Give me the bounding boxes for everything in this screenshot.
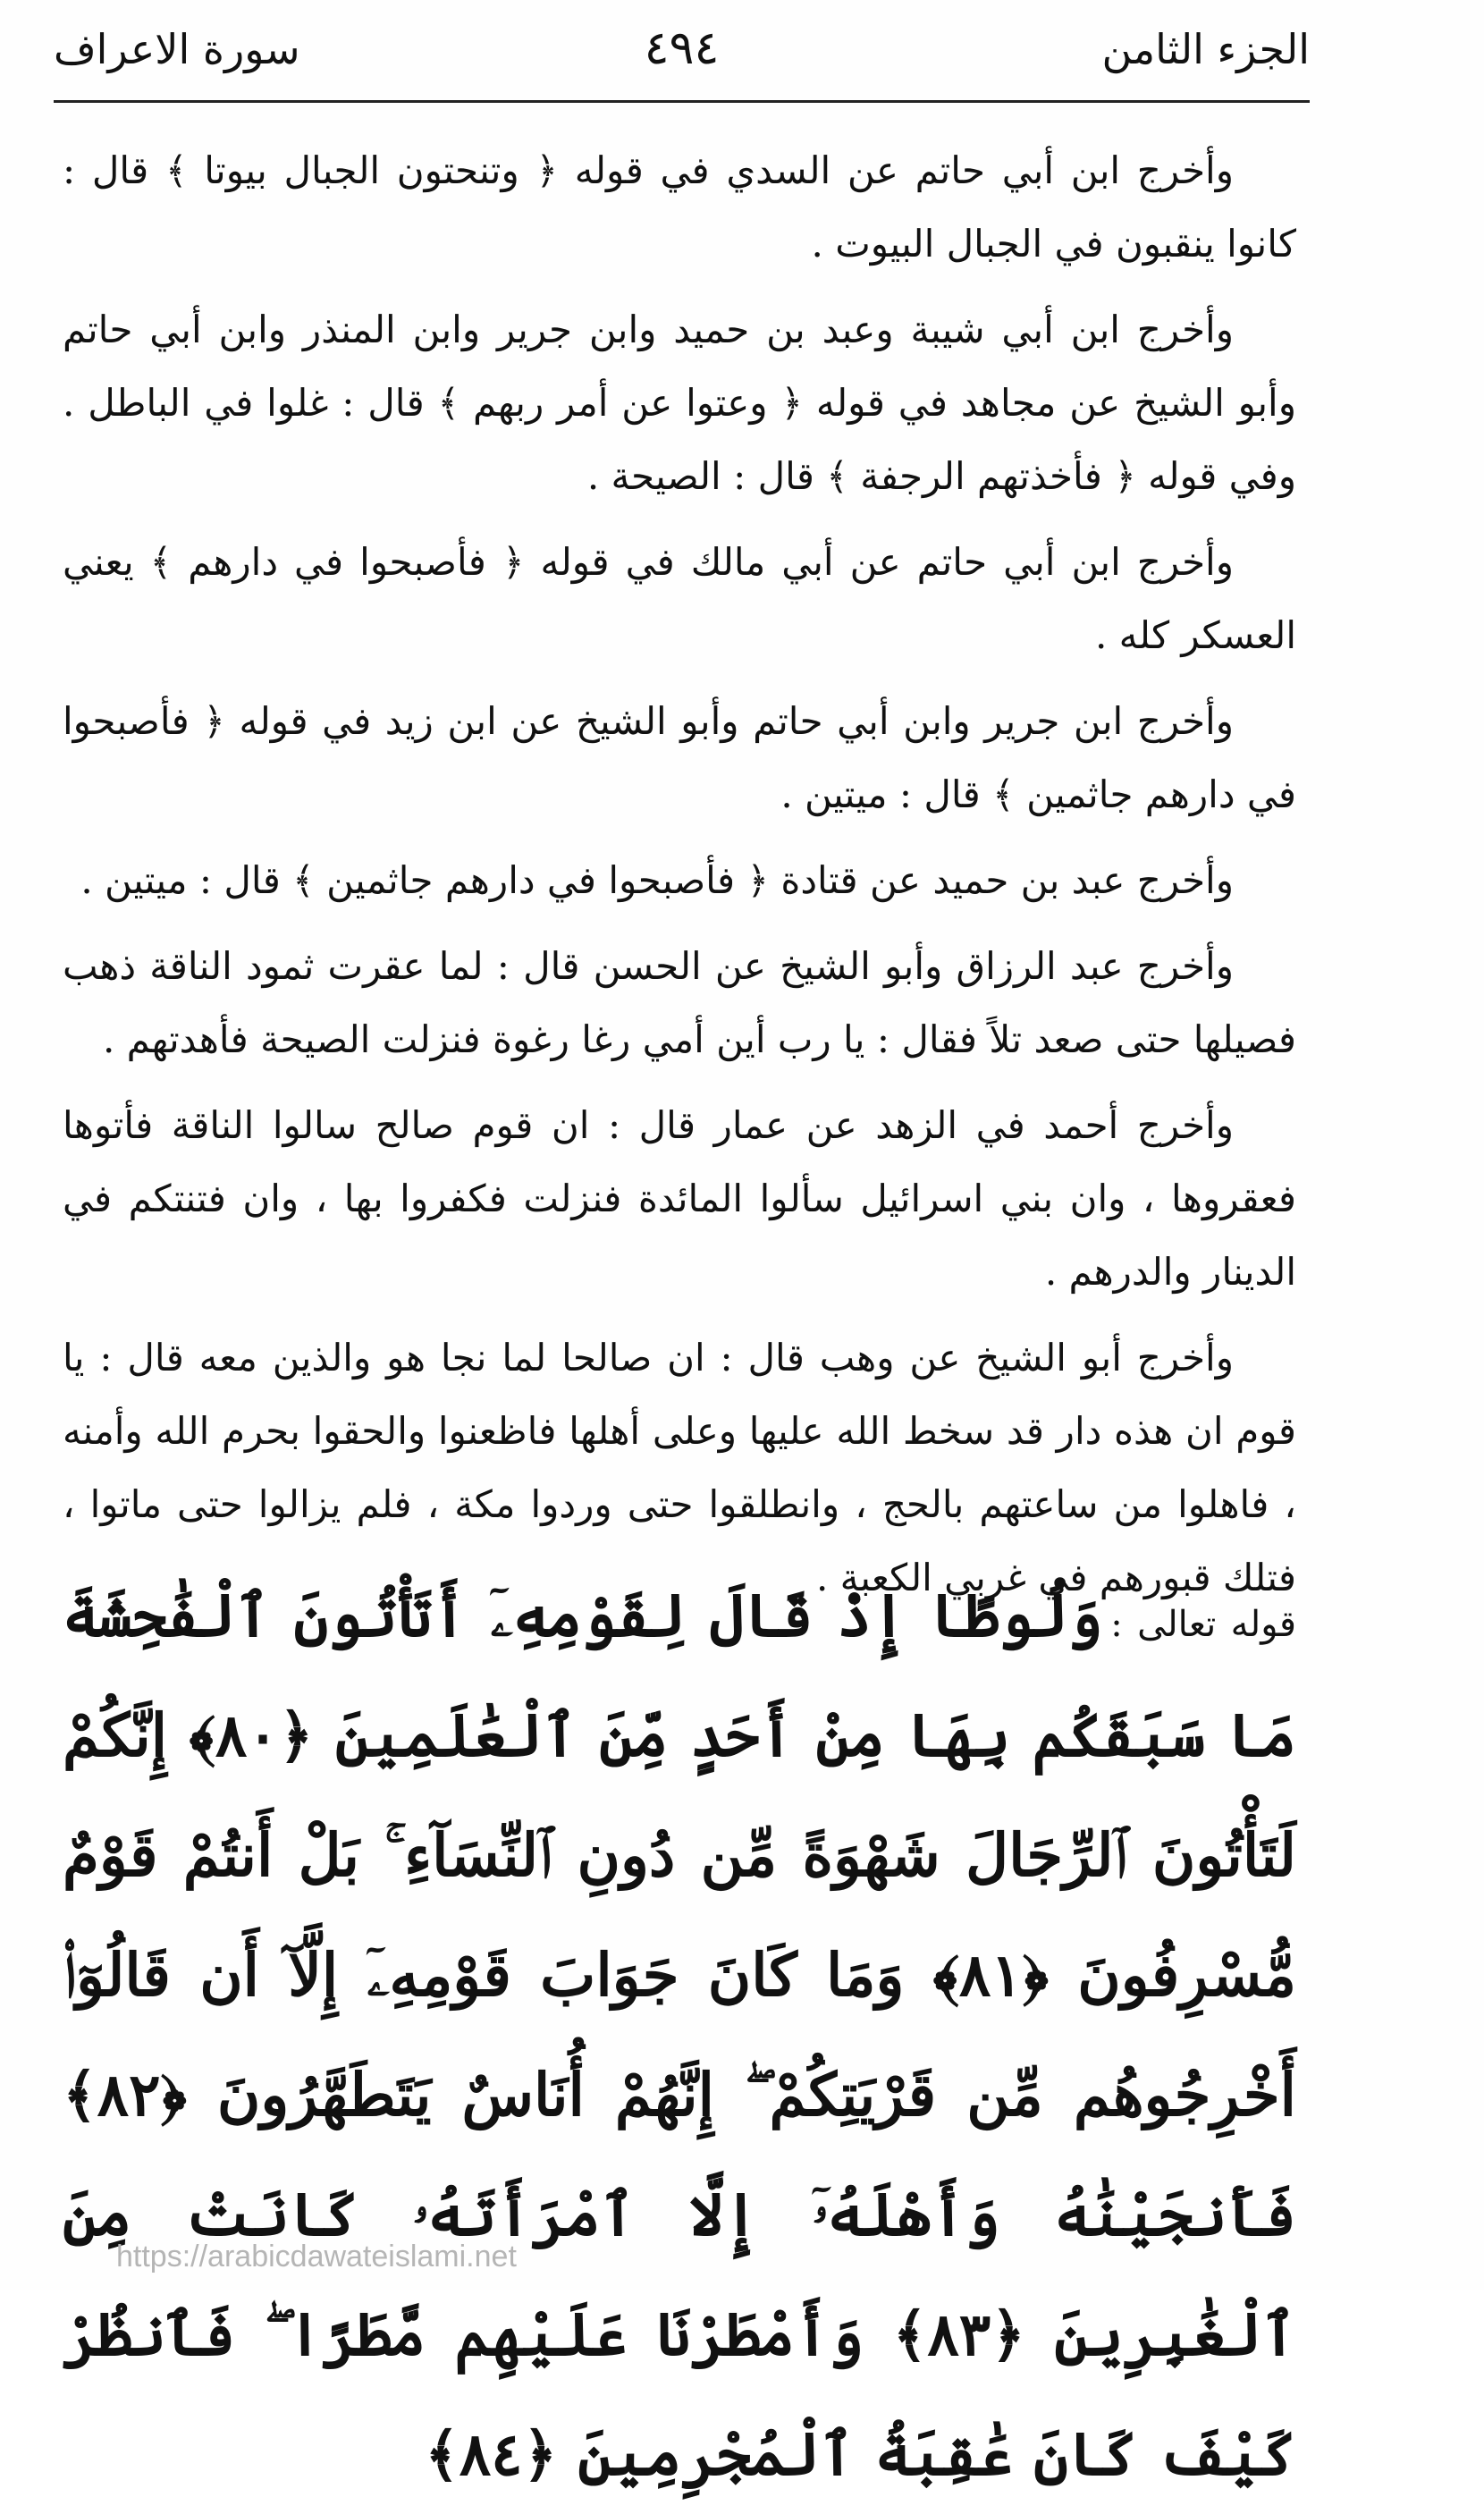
commentary-text	[63, 134, 1296, 1627]
page-header	[54, 16, 1310, 88]
paragraph: وأخرج أحمد في الزهد عن عمار قال : ان قوم صالح سالوا الناقة فأتوها فعقروها ، وان بني اسرائيل سألوا المائدة فنزلت فكفروا بها ، وان فتنتكم في الدينار والدرهم .	[63, 1103, 1296, 1294]
watermark-link[interactable]: https://arabicdawateislami.net	[116, 2240, 517, 2274]
paragraph: وأخرج ابن جرير وابن أبي حاتم وأبو الشيخ عن ابن زيد في قوله ﴿ فأصبحوا في دارهم جاثمين ﴾ قال : ميتين .	[63, 699, 1296, 816]
surah-label: سورة الاعراف	[54, 25, 300, 73]
paragraph: وأخرج ابن أبي حاتم عن السدي في قوله ﴿ وتنحتون الجبال بيوتا ﴾ قال : كانوا ينقبون في الجبال البيوت .	[63, 148, 1296, 266]
paragraph: وأخرج عبد الرزاق وأبو الشيخ عن الحسن قال : لما عقرت ثمود الناقة ذهب فصيلها حتى صعد تلاً فقال : يا رب أين أمي رغا رغوة فنزلت الصيحة فأهدتهم .	[63, 944, 1296, 1061]
paragraph: وأخرج عبد بن حميد عن قتادة ﴿ فأصبحوا في دارهم جاثمين ﴾ قال : ميتين .	[80, 858, 1234, 902]
paragraph: وأخرج أبو الشيخ عن وهب قال : ان صالحا لما نجا هو والذين معه قال : يا قوم ان هذه دار قد سخط الله عليها وعلى أهلها فاظعنوا والحقوا بحرم الله وأمنه ، فاهلوا من ساعتهم بالحج ، وانطلقوا حتى وردوا مكة ، فلم يزالوا حتى ماتوا ، فتلك قبورهم في غربي الكعبة .	[63, 1336, 1296, 1599]
paragraph: وأخرج ابن أبي شيبة وعبد بن حميد وابن جرير وابن المنذر وابن أبي حاتم وأبو الشيخ عن مجاهد في قوله ﴿ وعتوا عن أمر ربهم ﴾ قال : غلوا في الباطل . وفي قوله ﴿ فأخذتهم الرجفة ﴾ قال : الصيحة .	[63, 308, 1296, 498]
part-label: الجزء الثامن	[1101, 25, 1310, 73]
header-divider	[54, 100, 1310, 103]
page-number: ٤٩٤	[644, 21, 720, 75]
quran-verse-block	[63, 1556, 1296, 2514]
quran-verse-text: وَلُوطًا إِذْ قَالَ لِقَوْمِهِۦٓ أَتَأْتُونَ ٱلْفَٰحِشَةَ مَا سَبَقَكُم بِهَا مِنْ أَحَدٍ مِّنَ ٱلْعَٰلَمِينَ ﴿٨٠﴾ إِنَّكُمْ لَتَأْتُونَ ٱلرِّجَالَ شَهْوَةً مِّن دُونِ ٱلنِّسَآءِ ۚ بَلْ أَنتُمْ قَوْمٌ مُّسْرِفُونَ ﴿٨١﴾ وَمَا كَانَ جَوَابَ قَوْمِهِۦٓ إِلَّآ أَن قَالُوٓا۟ أَخْرِجُوهُم مِّن قَرْيَتِكُمْ ۖ إِنَّهُمْ أُنَاسٌ يَتَطَهَّرُونَ ﴿٨٢﴾ فَأَنجَيْنَٰهُ وَأَهْلَهُۥٓ إِلَّا ٱمْرَأَتَهُۥ كَانَتْ مِنَ ٱلْغَٰبِرِينَ ﴿٨٣﴾ وَأَمْطَرْنَا عَلَيْهِم مَّطَرًا ۖ فَٱنظُرْ كَيْفَ كَانَ عَٰقِبَةُ ٱلْمُجْرِمِينَ ﴿٨٤﴾	[63, 1581, 1297, 2489]
verse-intro: قوله تعالى :	[1110, 1604, 1296, 1645]
paragraph: وأخرج ابن أبي حاتم عن أبي مالك في قوله ﴿ فأصبحوا في دارهم ﴾ يعني العسكر كله .	[63, 540, 1296, 657]
